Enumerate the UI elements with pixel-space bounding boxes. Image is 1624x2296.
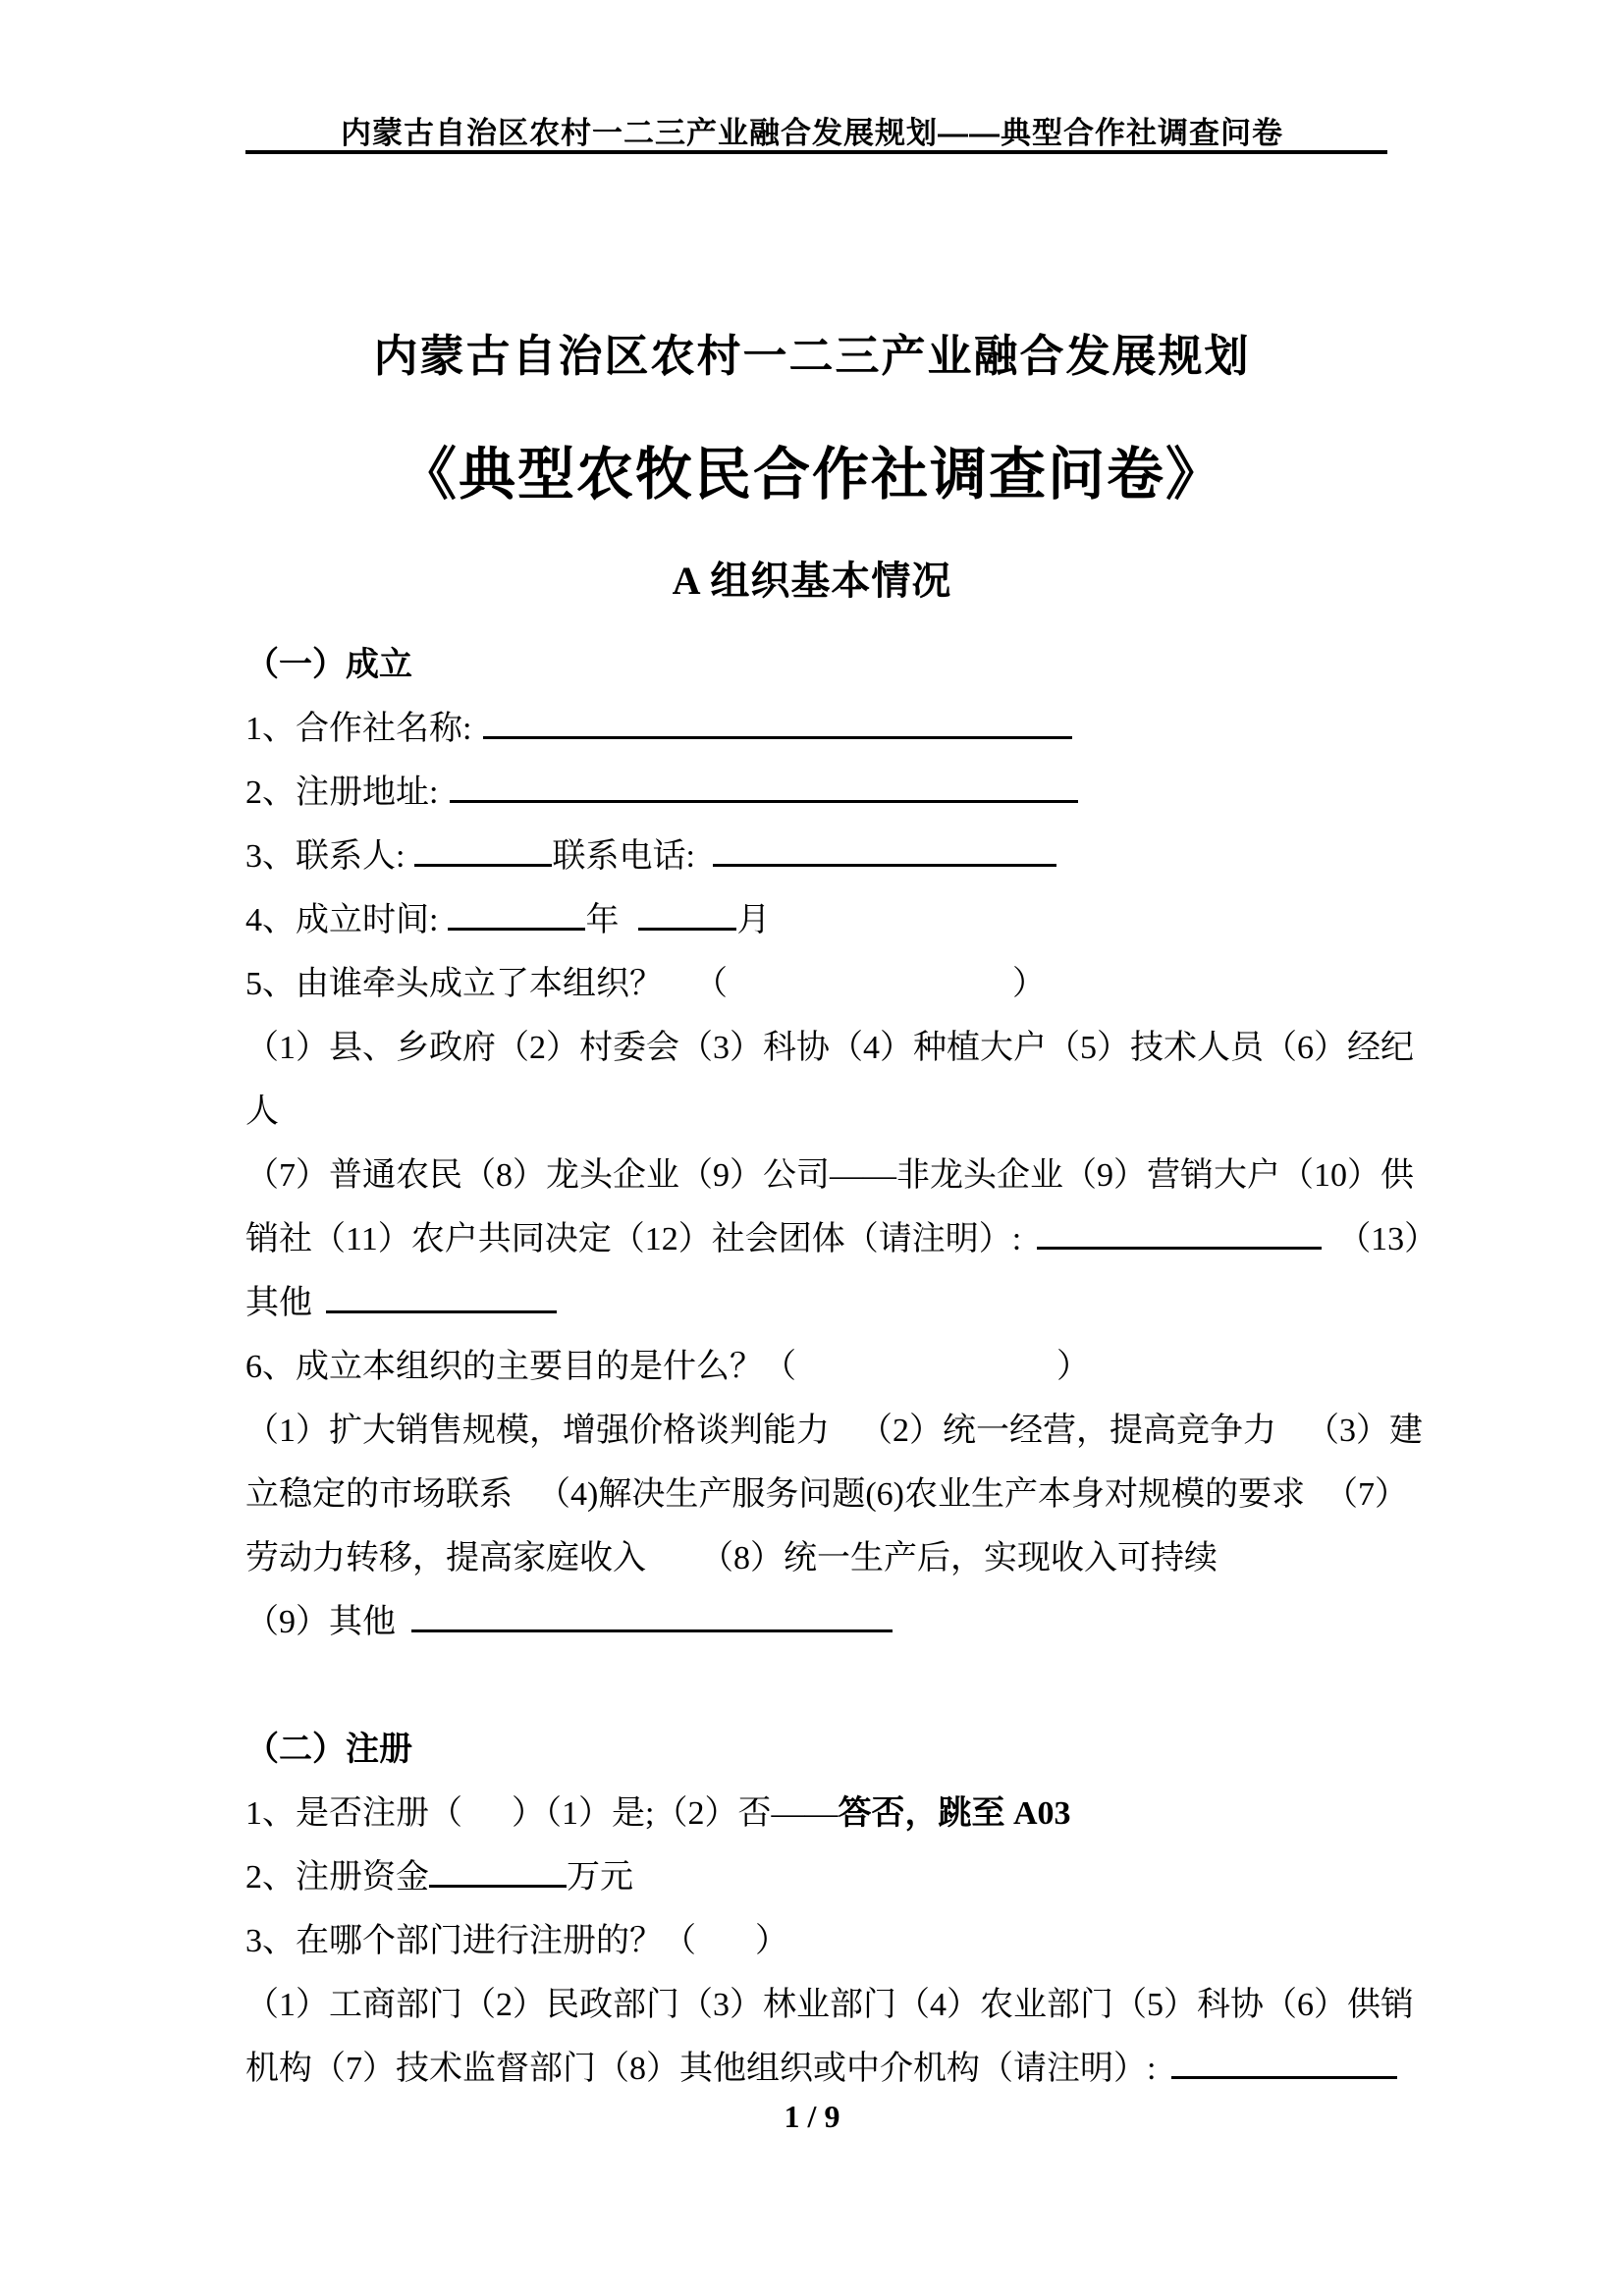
q6-main-purpose — [245, 1335, 1394, 1399]
spacer — [462, 1823, 512, 1824]
text-segment: （1）县、乡政府（2）村委会（3）科协（4）种植大户（5）技术人员（6）经纪 — [245, 1030, 1414, 1066]
answer-blank-field[interactable] — [411, 1599, 893, 1632]
text-segment: ） — [1012, 966, 1046, 1002]
text-segment: （8）统一生产后，实现收入可持续 — [700, 1540, 1218, 1576]
text-segment: 其他 — [245, 1285, 312, 1321]
reg-q1-registered — [245, 1782, 1394, 1845]
answer-blank-field[interactable] — [1037, 1216, 1322, 1250]
spacer — [728, 993, 1012, 994]
text-segment: （1）扩大销售规模，增强价格谈判能力 — [245, 1413, 830, 1449]
spacer — [646, 1568, 700, 1569]
text-segment: （2）统一经营，提高竞争力 — [859, 1413, 1276, 1449]
reg-q3-options-line2 — [245, 2037, 1394, 2101]
text-segment: （7）普通农民（8）龙头企业（9）公司——非龙头企业（9）营销大户（10）供 — [245, 1157, 1414, 1194]
blank-spacer-line — [245, 1654, 1394, 1718]
text-segment: （1）工商部门（2）民政部门（3）林业部门（4）农业部门（5）科协（6）供销 — [245, 1987, 1414, 2023]
answer-blank-field[interactable] — [448, 897, 585, 931]
spacer — [619, 930, 638, 931]
text-segment: （7） — [1324, 1476, 1408, 1513]
q6-options-line2 — [245, 1463, 1408, 1526]
text-segment: 劳动力转移，提高家庭收入 — [245, 1540, 646, 1576]
text-segment: 5、由谁牵头成立了本组织？ — [245, 966, 663, 1002]
spacer — [663, 993, 694, 994]
spacer — [396, 1631, 411, 1632]
q5-options-line4 — [245, 1207, 1438, 1271]
spacer — [1276, 1440, 1306, 1441]
text-segment: ）（1）是;（2）否—— — [512, 1795, 839, 1832]
answer-blank-field[interactable] — [414, 833, 552, 867]
spacer — [1021, 1249, 1037, 1250]
text-segment: 1、合作社名称: — [245, 711, 472, 747]
text-segment: 3、联系人: — [245, 838, 406, 875]
spacer — [1322, 1249, 1337, 1250]
text-segment: 机构（7）技术监督部门（8）其他组织或中介机构（请注明）: — [245, 2051, 1157, 2087]
text-segment: 4、成立时间: — [245, 902, 439, 938]
q5-options-line5 — [245, 1271, 1394, 1335]
spacer — [1305, 1504, 1325, 1505]
text-segment: 销社（11）农户共同决定（12）社会团体（请注明）: — [245, 1221, 1022, 1257]
spacer — [696, 1950, 755, 1951]
spacer — [312, 1312, 326, 1313]
text-segment: 3、在哪个部门进行注册的？（ — [245, 1923, 696, 1959]
q6-options-line3 — [245, 1526, 1394, 1590]
answer-blank-field[interactable] — [638, 897, 736, 931]
q5-options-line3 — [245, 1144, 1414, 1207]
text-segment: （13） — [1337, 1221, 1438, 1257]
document-title: 内蒙古自治区农村一二三产业融合发展规划 — [373, 331, 1251, 381]
q6-options-line1 — [245, 1399, 1423, 1463]
q1-coop-name — [245, 697, 1394, 761]
text-segment: 人 — [245, 1094, 279, 1130]
q5-options-line2 — [245, 1080, 1394, 1144]
answer-blank-field[interactable] — [713, 833, 1056, 867]
text-segment: （ — [694, 966, 728, 1002]
q3-contact-person-phone — [245, 825, 1394, 888]
text-segment: ） — [755, 1923, 788, 1959]
bold-text-segment: 答否，跳至 A03 — [838, 1795, 1071, 1832]
spacer — [471, 738, 483, 739]
q6-options-line4 — [245, 1590, 1394, 1654]
spacer — [830, 1440, 859, 1441]
text-segment: 立稳定的市场联系 — [245, 1476, 513, 1513]
spacer — [405, 866, 414, 867]
text-segment: （4)解决生产服务问题(6)农业生产本身对规模的要求 — [537, 1476, 1305, 1513]
heading-registration — [245, 1718, 1394, 1782]
q2-registered-address — [245, 761, 1394, 825]
q5-options-line1 — [245, 1016, 1414, 1080]
answer-blank-field[interactable] — [429, 1854, 567, 1888]
section-a-heading: A 组织基本情况 — [672, 559, 952, 603]
reg-q3-department — [245, 1909, 1394, 1973]
spacer — [796, 1376, 1056, 1377]
page-header: 内蒙古自治区农村一二三产业融合发展规划——典型合作社调查问卷 — [341, 116, 1283, 150]
spacer — [1156, 2078, 1171, 2079]
text-segment: 年 — [585, 902, 620, 938]
text-segment: 2、注册地址: — [245, 774, 439, 811]
header-divider-rule — [245, 150, 1387, 154]
document-subtitle: 《典型农牧民合作社调查问卷》 — [399, 443, 1224, 507]
text-segment: 联系电话: — [552, 838, 695, 875]
answer-blank-field[interactable] — [483, 706, 1072, 739]
text-segment: （二）注册 — [245, 1731, 412, 1768]
text-segment: 月 — [736, 902, 771, 938]
reg-q2-capital — [245, 1845, 1394, 1909]
text-segment: （一）成立 — [245, 646, 412, 683]
answer-blank-field[interactable] — [450, 770, 1078, 803]
text-segment: 6、成立本组织的主要目的是什么？（ — [245, 1349, 796, 1385]
text-segment: 1、是否注册（ — [245, 1795, 462, 1832]
answer-blank-field[interactable] — [326, 1280, 557, 1313]
text-segment: 万元 — [567, 1859, 633, 1896]
text-segment: ） — [1056, 1349, 1090, 1385]
text-segment: 2、注册资金 — [245, 1859, 429, 1896]
page-number: 1 / 9 — [784, 2099, 840, 2134]
text-segment: （9）其他 — [245, 1604, 396, 1640]
reg-q3-options-line1 — [245, 1973, 1414, 2037]
answer-blank-field[interactable] — [1171, 2046, 1397, 2079]
q5-initiator — [245, 952, 1394, 1016]
spacer — [438, 802, 450, 803]
spacer — [695, 866, 713, 867]
text-segment: （3）建 — [1306, 1413, 1423, 1449]
heading-establishment — [245, 633, 1394, 697]
document-body — [245, 633, 1438, 2101]
spacer — [438, 930, 448, 931]
q4-founding-date — [245, 888, 1394, 952]
spacer — [513, 1504, 537, 1505]
